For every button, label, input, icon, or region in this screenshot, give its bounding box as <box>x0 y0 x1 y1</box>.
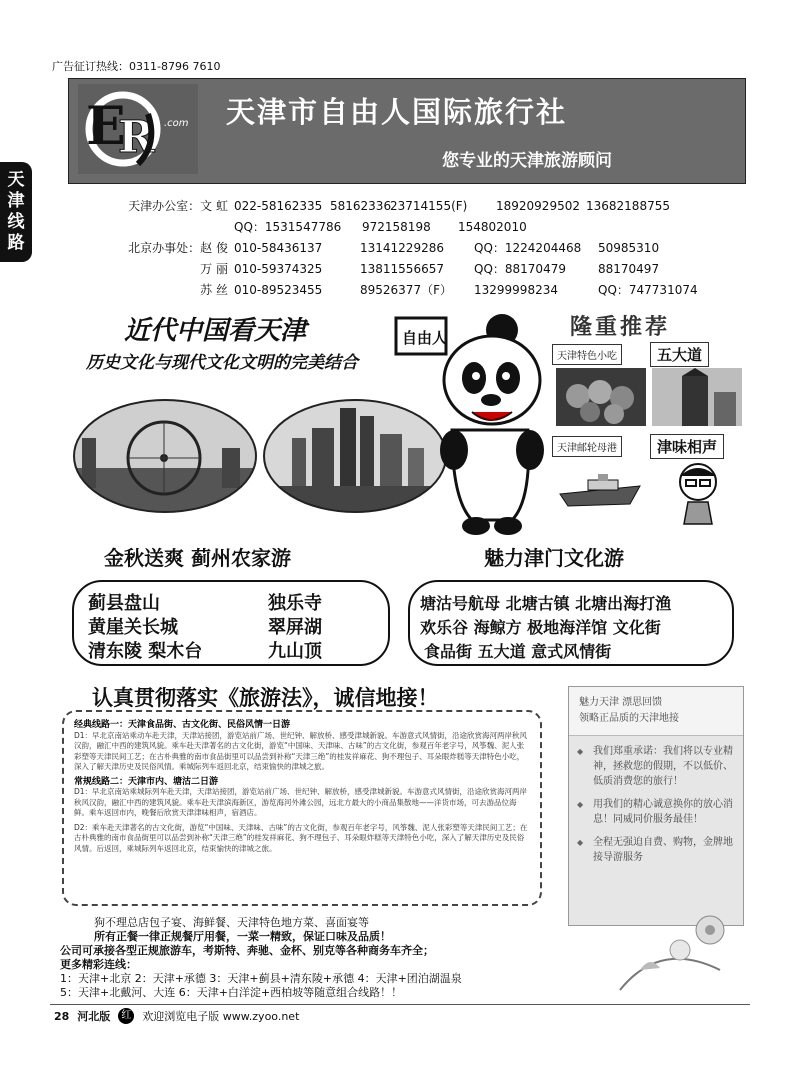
contact-item: 18920929502 <box>496 199 580 213</box>
route2-text-day2: D2：乘车赴天津著名的古文化街，游览“中国味、天津味、古味”的古文化街，参观百年老字号，风筝魏、泥人张彩塑等天津民间工艺；在古朴典雅的南市食品街里可以品尝到补称“天津三绝”的桂发祥麻花、狗不理包子、耳朵眼炸糕等天津特色小吃，深入了解天津历史及民俗风情。后返回，乘城际列车返回北京，结束愉快的津城之旅。 <box>74 822 528 853</box>
city-photo-ferris-wheel <box>72 398 258 514</box>
contact-label: 万 丽 <box>200 262 228 276</box>
contact-item: 58162336 <box>330 199 392 213</box>
contact-item: 89526377（F） <box>360 283 452 297</box>
contact-item: 13299998234 <box>474 283 558 297</box>
place-item: 食品街 五大道 意式风情街 <box>424 642 612 661</box>
contact-row <box>100 280 750 301</box>
promo-subheadline: 历史文化与现代文化文明的完美结合 <box>86 353 358 373</box>
route1-title: 经典线路一：天津食品街、古文化街、民俗风情一日游 <box>74 720 291 730</box>
avenue-photo <box>652 368 742 426</box>
contact-item: QQ：1224204468 <box>474 241 582 255</box>
contact-info <box>100 196 750 301</box>
contact-row <box>100 259 750 280</box>
contact-row <box>100 238 750 259</box>
footer-divider <box>50 1004 750 1005</box>
tag-five-avenues: 五大道 <box>650 342 709 367</box>
contact-label: 天津办公室：文 虹 <box>128 199 228 213</box>
contact-item: 13682188755 <box>586 199 670 213</box>
jizhou-places-left <box>88 592 202 664</box>
ad-hotline: 广告征订热线：0311-8796 7610 <box>52 60 221 73</box>
tag-cruise-port: 天津邮轮母港 <box>552 436 622 457</box>
promise-list <box>569 736 743 881</box>
promise-panel <box>568 686 744 926</box>
tag-snacks: 天津特色小吃 <box>552 344 622 365</box>
place-item: 塘沽号航母 北塘古镇 北塘出海打渔 <box>420 594 672 613</box>
contact-item: 022-58162335 <box>234 199 323 213</box>
flower-decoration <box>600 900 740 1000</box>
snacks-photo <box>556 368 646 426</box>
contact-item: 972158198 <box>362 220 431 234</box>
footer-url-text[interactable]: 欢迎浏览电子版 www.zyoo.net <box>142 1010 300 1023</box>
place-item: 独乐寺 <box>268 593 322 614</box>
place-item: 翠屏湖 <box>268 617 322 638</box>
tag-crosstalk: 津味相声 <box>650 434 724 459</box>
route-box <box>62 710 542 906</box>
contact-item: 13811556657 <box>360 262 444 276</box>
contact-label: 苏 丝 <box>200 283 228 297</box>
bottom-line: 狗不理总店包子宴、海鲜餐、天津特色地方菜、喜面宴等 <box>94 916 369 929</box>
side-tab-char: 天 <box>7 170 25 190</box>
place-item: 九山顶 <box>268 641 322 662</box>
bottom-info <box>60 916 462 1000</box>
jizhou-places-right <box>268 592 322 664</box>
bottom-line: 1：天津+北京 2：天津+承德 3：天津+蓟县+清东陵+承德 4：天津+团泊湖温泉 <box>60 972 462 985</box>
contact-item: 23714155(F) <box>390 199 468 213</box>
contact-item: 13141229286 <box>360 241 444 255</box>
promo-headline: 近代中国看天津 <box>124 316 307 346</box>
promise-item: ◆ 全程无强迫自费、购物，金牌地接导游服务 <box>577 835 735 865</box>
agency-logo <box>78 84 198 174</box>
svg-text:R: R <box>118 112 155 163</box>
contact-item: 010-89523455 <box>234 283 323 297</box>
panda-mascot <box>392 300 552 540</box>
promise-header-line: 领略正品质的天津地接 <box>579 713 679 724</box>
place-item: 黄崖关长城 <box>88 617 178 638</box>
mascot-sign: 自由人 <box>402 329 448 347</box>
promise-item: ◆ 用我们的精心诚意换你的放心消息！同威同价服务最佳！ <box>577 797 735 827</box>
side-tab-char: 路 <box>7 233 25 253</box>
promise-header-line: 魅力天津 漂思回馈 <box>579 697 663 708</box>
place-item: 清东陵 梨木台 <box>88 641 203 662</box>
contact-item: 010-58436137 <box>234 241 323 255</box>
svg-text:E: E <box>86 96 126 157</box>
cartoon-boy <box>668 460 728 526</box>
route2-title: 常规线路二：天津市内、塘沽二日游 <box>74 776 219 787</box>
promise-item: ◆ 我们郑重承诺：我们将以专业精神，拯救您的假期，不以低价、低质消费您的旅行！ <box>577 744 735 789</box>
place-item: 蓟县盘山 <box>88 593 160 614</box>
contact-item: QQ：88170479 <box>474 262 566 276</box>
section-title-culture: 魅力津门文化游 <box>484 546 624 570</box>
tourism-law-heading: 认真贯彻落实《旅游法》，诚信地接！ <box>92 686 439 710</box>
route2-text-day1: D1：早北京南站乘城际列车赴天津，天津站接团，游览站前广场、世纪钟、解放桥，感受津城新貌。车游意式风情街，沿途欣赏海河两岸秋风汉韵，融汇中西的建筑风貌。乘车赴天津滨海新区，游览海河外滩公园，远北方最大的小商品集散地——洋货市场，可去游品位海鲜。乘车返回市内，晚餐后欣赏天津津味相声，宿酒店。 <box>74 787 528 817</box>
footer <box>54 1008 299 1024</box>
promise-header <box>569 687 743 736</box>
contact-label <box>100 217 234 238</box>
route1-text: D1：早北京南站乘动车赴天津，天津站接团，游览站前广场、世纪钟、解放桥、感受津城新貌。车游意式风情街，沿途欣赏海河两岸秋风汉韵，融汇中西的建筑风貌。乘车赴天津著名的古文化街，游览“中国味、天津味、古味”的古文化街，参观百年老字号，风筝魏、泥人张彩塑等天津民间工艺；在古朴典雅的南市食品街里可以品尝到补称“天津三绝”的桂发祥麻花、狗不理包子、耳朵眼炸糕等天津特色小吃，深入了解天津历史及民俗风情。乘城际列车返回北京，结束愉快的津城之旅。 <box>74 730 528 771</box>
cruise-ship-image <box>558 470 642 510</box>
contact-item: 50985310 <box>598 241 660 255</box>
recommend-title: 隆重推荐 <box>570 315 671 340</box>
edition-label: 河北版 <box>77 1010 111 1023</box>
side-tab <box>0 162 32 262</box>
culture-places <box>420 592 671 664</box>
contact-row <box>100 196 750 217</box>
section-title-jizhou: 金秋送爽 蓟州农家游 <box>104 546 291 570</box>
page-number: 28 <box>54 1009 70 1023</box>
logo-text: .com <box>164 118 189 129</box>
place-item: 欢乐谷 海鲸方 极地海洋馆 文化街 <box>420 618 661 637</box>
contact-item: 88170497 <box>598 262 660 276</box>
red-badge-icon: 红 <box>118 1008 134 1024</box>
bottom-line: 公司可承接各型正规旅游车，考斯特、奔驰、金杯、别克等各种商务车齐全； <box>60 944 434 957</box>
contact-item: QQ：747731074 <box>598 283 698 297</box>
contact-item: QQ：1531547786 <box>234 220 342 234</box>
side-tab-char: 津 <box>7 191 25 211</box>
bottom-line: 所有正餐一律正规餐厅用餐，一菜一精致，保证口味及品质！ <box>94 930 391 943</box>
agency-name: 天津市自由人国际旅行社 <box>226 95 568 129</box>
bottom-line: 5：天津+北戴河、大连 6：天津+白洋淀+西柏坡等随意组合线路！！ <box>60 986 403 999</box>
contact-item: 154802010 <box>458 220 527 234</box>
contact-row <box>100 217 750 238</box>
contact-item: 010-59374325 <box>234 262 323 276</box>
side-tab-char: 线 <box>7 212 25 232</box>
contact-label: 北京办事处：赵 俊 <box>128 241 228 255</box>
agency-slogan: 您专业的天津旅游顾问 <box>442 151 612 171</box>
bottom-line: 更多精彩连线： <box>60 958 137 971</box>
